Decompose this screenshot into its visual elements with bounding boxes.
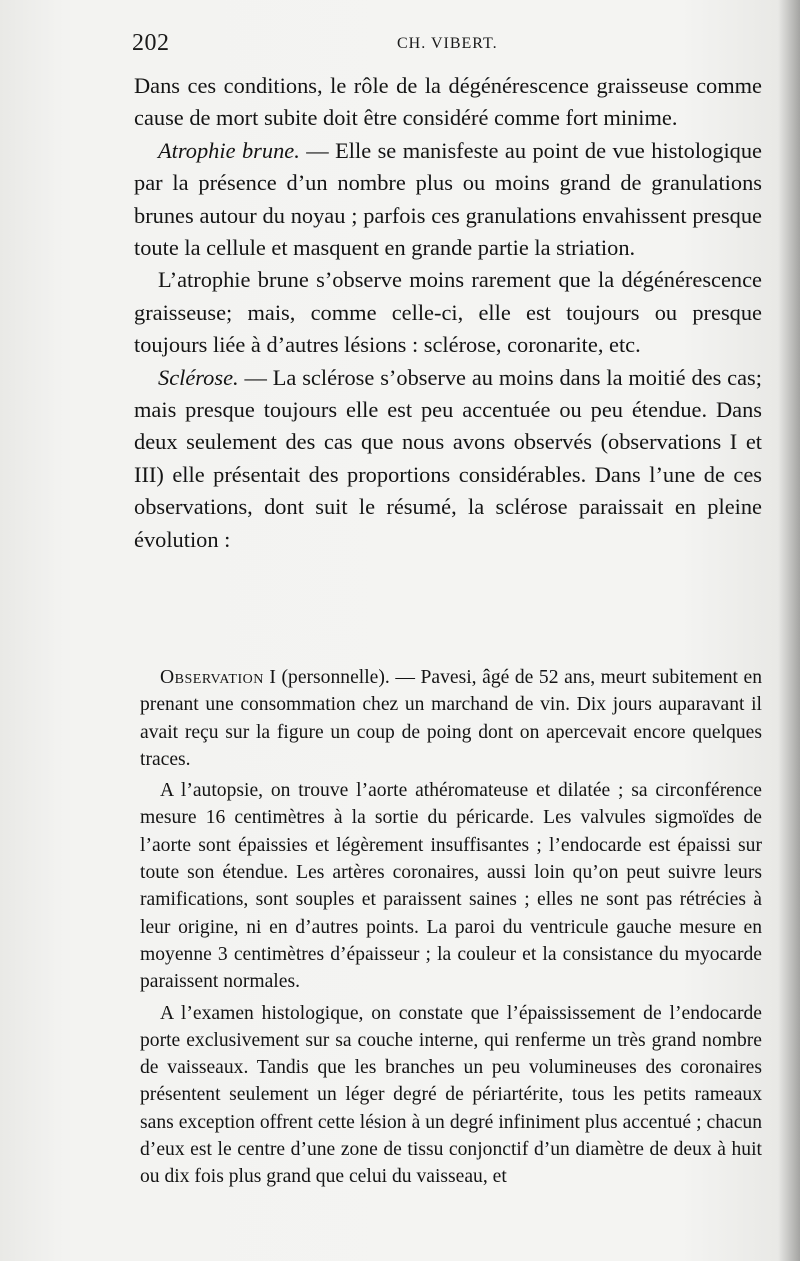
paragraph-conclusion: Dans ces conditions, le rôle de la dégénérescence graisseuse comme cause de mort subite doit être considéré comme fort minime. bbox=[134, 73, 762, 131]
observation-intro bbox=[140, 664, 762, 773]
atrophie-brune-text: — Elle se manisfeste au point de vue histologique par la présence d’un nombre plus ou moins grand de granulations brunes autour du noyau ; parfois ces granulations envahissent presque toute la cellule et masquent en grande partie la striation. bbox=[134, 137, 762, 261]
observation-block bbox=[140, 664, 762, 1191]
observation-autopsy: A l’autopsie, on trouve l’aorte athéromateuse et dilatée ; sa circonférence mesure 16 centimètres à la sortie du péricarde. Les valvules sigmoïdes de l’aorte sont épaissies et légèrement insuffisantes ; l’endocarde est épaissi sur toute son étendue. Les artères coronaires, aussi loin qu’on peut suivre leurs ramifications, sont souples et paraissent saines ; elles ne sont pas rétrécies à leur origine, ni en d’autres points. La paroi du ventricule gauche mesure en moyenne 3 centimètres d’épaisseur ; la couleur et la consistance du myocarde paraissent normales. bbox=[140, 780, 762, 993]
paragraph-sclerose bbox=[134, 362, 762, 556]
paragraph-atrophie-brune bbox=[134, 135, 762, 265]
observation-histology: A l’examen histologique, on constate que l’épaississement de l’endocarde porte exclusivement sur sa couche interne, qui renferme un très grand nombre de vaisseaux. Tandis que les branches un peu volumineuses des coronaires présentent seulement un léger degré de périartérite, tous les petits rameaux sans exception offrent cette lésion à un degré infiniment plus accentué ; chacun d’eux est le centre d’une zone de tissu conjonctif d’un diamètre de deux à huit ou dix fois plus grand que celui du vaisseau, et bbox=[140, 1002, 762, 1188]
page-number: 202 bbox=[132, 30, 170, 56]
observation-label: Observation bbox=[160, 667, 264, 688]
section-title-atrophie-brune: Atrophie brune. bbox=[158, 137, 300, 163]
observation-intro-text: I (personnelle). — Pavesi, âgé de 52 ans, meurt subitement en prenant une consommation chez un marchand de vin. Dix jours auparavant il avait reçu sur la figure un coup de poing dont on apercevait encore quelques traces. bbox=[140, 667, 762, 770]
sclerose-text: — La sclérose s’observe au moins dans la moitié des cas; mais presque toujours elle est peu accentuée ou peu étendue. Dans deux seulement des cas que nous avons observés (observations I et III) elle présentait des proportions considérables. Dans l’une de ces observations, dont suit le résumé, la sclérose paraissait en pleine évolution : bbox=[134, 364, 762, 552]
paragraph-atrophie-frequency: L’atrophie brune s’observe moins rarement que la dégénérescence graisseuse; mais, comme celle-ci, elle est toujours ou presque toujours liée à d’autres lésions : sclérose, coronarite, etc. bbox=[134, 267, 762, 358]
running-head: CH. VIBERT. bbox=[397, 35, 498, 52]
page-header bbox=[132, 30, 762, 60]
main-text bbox=[134, 70, 762, 556]
page-edge-shadow bbox=[778, 0, 800, 1261]
section-title-sclerose: Sclérose. bbox=[158, 364, 239, 390]
